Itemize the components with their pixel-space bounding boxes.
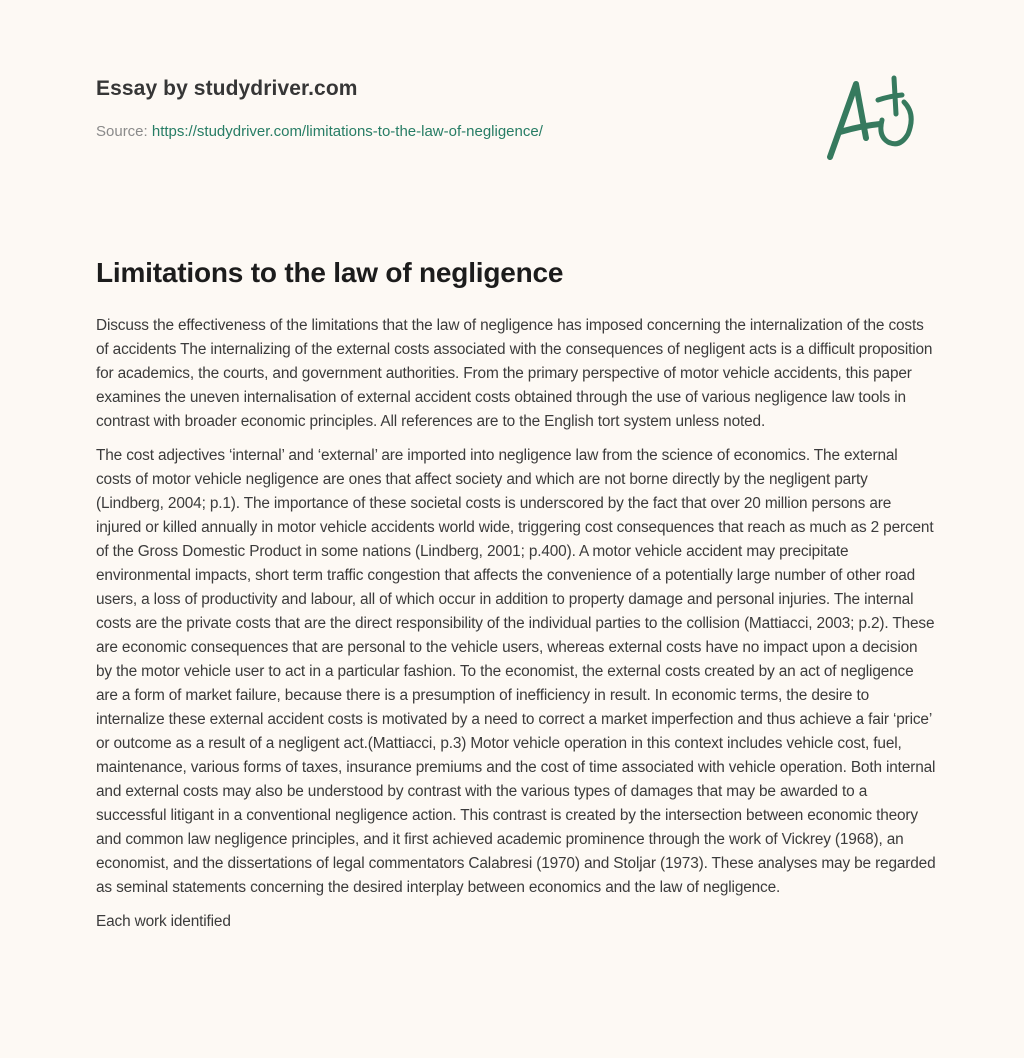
article-body [96, 314, 936, 944]
source-link[interactable]: https://studydriver.com/limitations-to-the-law-of-negligence/ [151, 123, 543, 140]
source-line [96, 122, 543, 142]
article-title: Limitations to the law of negligence [96, 257, 564, 288]
site-title: Essay by studydriver.com [96, 77, 358, 100]
a-plus-grade-icon [820, 64, 930, 164]
page-header [96, 74, 543, 142]
article-paragraph: Each work identified [96, 913, 231, 930]
article-paragraph: Discuss the effectiveness of the limitations that the law of negligence has imposed concerning the internalization of the costs of accidents The internalizing of the external costs associated with the consequences of negligent acts is a difficult proposition for academics, the courts, and government authorities. From the primary perspective of motor vehicle accidents, this paper examines the uneven internalisation of external accident costs obtained through the use of various negligence law tools in contrast with broader economic principles. All references are to the English tort system unless noted. [96, 317, 933, 430]
source-label: Source: [96, 123, 148, 140]
article-paragraph: The cost adjectives ‘internal’ and ‘external’ are imported into negligence law from the science of economics. The external costs of motor vehicle negligence are ones that affect society and which are not borne directly by the negligent party (Lindberg, 2004; p.1). The importance of these societal costs is underscored by the fact that over 20 million persons are injured or killed annually in motor vehicle accidents world wide, triggering cost consequences that reach as much as 2 percent of the Gross Domestic Product in some nations (Lindberg, 2001; p.400). A motor vehicle accident may precipitate environmental impacts, short term traffic congestion that affects the convenience of a potentially large number of other road users, a loss of productivity and labour, all of which occur in addition to property damage and personal injuries. The internal costs are the private costs that are the direct responsibility of the individual parties to the collision (Mattiacci, 2003; p.2). These are economic consequences that are personal to the vehicle users, whereas external costs have no impact upon a decision by the motor vehicle user to act in a particular fashion. To the economist, the external costs created by an act of negligence are a form of market failure, because there is a presumption of inefficiency in result. In economic terms, the desire to internalize these external accident costs is motivated by a need to correct a market imperfection and thus achieve a fair ‘price’ or outcome as a result of a negligent act.(Mattiacci, p.3) Motor vehicle operation in this context includes vehicle cost, fuel, maintenance, various forms of taxes, insurance premiums and the cost of time associated with vehicle operation. Both internal and external costs may also be understood by contrast with the various types of damages that may be awarded to a successful litigant in a conventional negligence action. This contrast is created by the intersection between economic theory and common law negligence principles, and it first achieved academic prominence through the work of Vickrey (1968), an economist, and the dissertations of legal commentators Calabresi (1970) and Stoljar (1973). These analyses may be regarded as seminal statements concerning the desired interplay between economics and the law of negligence. [96, 447, 936, 896]
